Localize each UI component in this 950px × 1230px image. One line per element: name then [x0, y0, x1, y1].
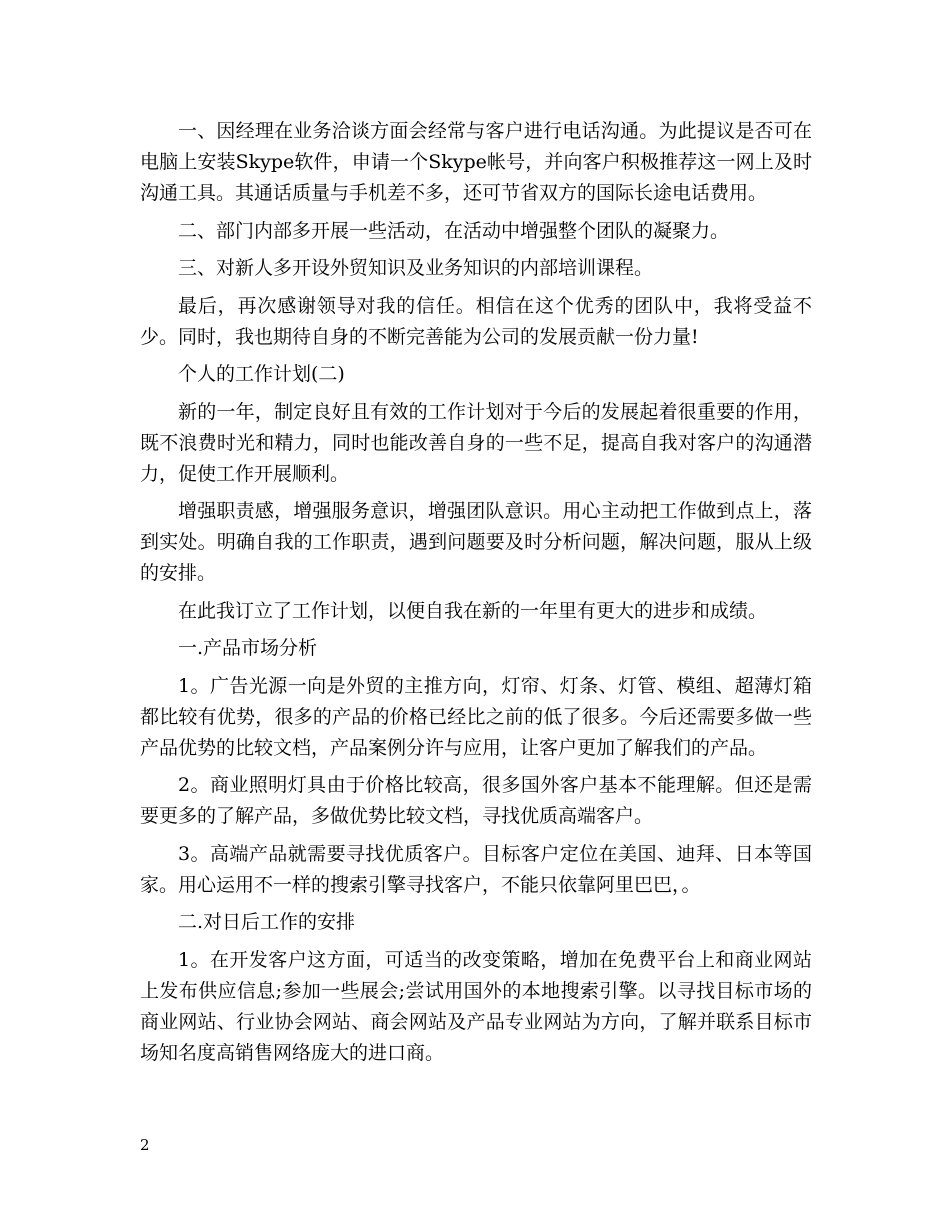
paragraph: 增强职责感，增强服务意识，增强团队意识。用心主动把工作做到点上，落到实处。明确自我的工作职责，遇到问题要及时分析问题，解决问题，服从上级的安排。 — [140, 500, 812, 584]
paragraph: 新的一年，制定良好且有效的工作计划对于今后的发展起着很重要的作用，既不浪费时光和精力，同时也能改善自身的一些不足，提高自我对客户的沟通潜力，促使工作开展顺利。 — [140, 400, 812, 485]
paragraph: 三、对新人多开设外贸知识及业务知识的内部培训课程。 — [178, 257, 654, 279]
page-number: 2 — [140, 1136, 150, 1154]
list-item: 3。高端产品就需要寻找优质客户。目标客户定位在美国、迪拜、日本等国家。用心运用不一样的搜索引擎寻找客户，不能只依靠阿里巴巴，。 — [140, 842, 812, 896]
list-item: 2。商业照明灯具由于价格比较高，很多国外客户基本不能理解。但还是需要更多的了解产品，多做优势比较文档，寻找优质高端客户。 — [140, 774, 812, 827]
paragraph: 在此我订立了工作计划，以便自我在新的一年里有更大的进步和成绩。 — [178, 599, 768, 622]
paragraph: 最后，再次感谢领导对我的信任。相信在这个优秀的团队中，我将受益不少。同时，我也期待自身的不断完善能为公司的发展贡献一份力量! — [140, 294, 812, 348]
section-heading: 一.产品市场分析 — [178, 637, 318, 659]
paragraph: 一、因经理在业务洽谈方面会经常与客户进行电话沟通。为此提议是否可在电脑上安装Skype软件，申请一个Skype帐号，并向客户积极推荐这一网上及时沟通工具。其通话质量与手机差不多，还可节省双方的国际长途电话费用。 — [140, 120, 812, 204]
list-item: 1。在开发客户这方面，可适当的改变策略，增加在免费平台上和商业网站上发布供应信息;参加一些展会;尝试用国外的本地搜索引擎。以寻找目标市场的商业网站、行业协会网站、商会网站及产品专业网站为方向，了解并联系目标市场知名度高销售网络庞大的进口商。 — [140, 948, 812, 1064]
section-heading: 二.对日后工作的安排 — [178, 911, 356, 933]
list-item: 1。广告光源一向是外贸的主推方向，灯帘、灯条、灯管、模组、超薄灯箱都比较有优势，很多的产品的价格已经比之前的低了很多。今后还需要多做一些产品优势的比较文档，产品案例分许与应用，让客户更加了解我们的产品。 — [140, 674, 812, 759]
document-body — [140, 116, 812, 1075]
paragraph: 二、部门内部多开展一些活动，在活动中增强整个团队的凝聚力。 — [178, 219, 730, 242]
section-heading: 个人的工作计划(二) — [178, 363, 345, 385]
